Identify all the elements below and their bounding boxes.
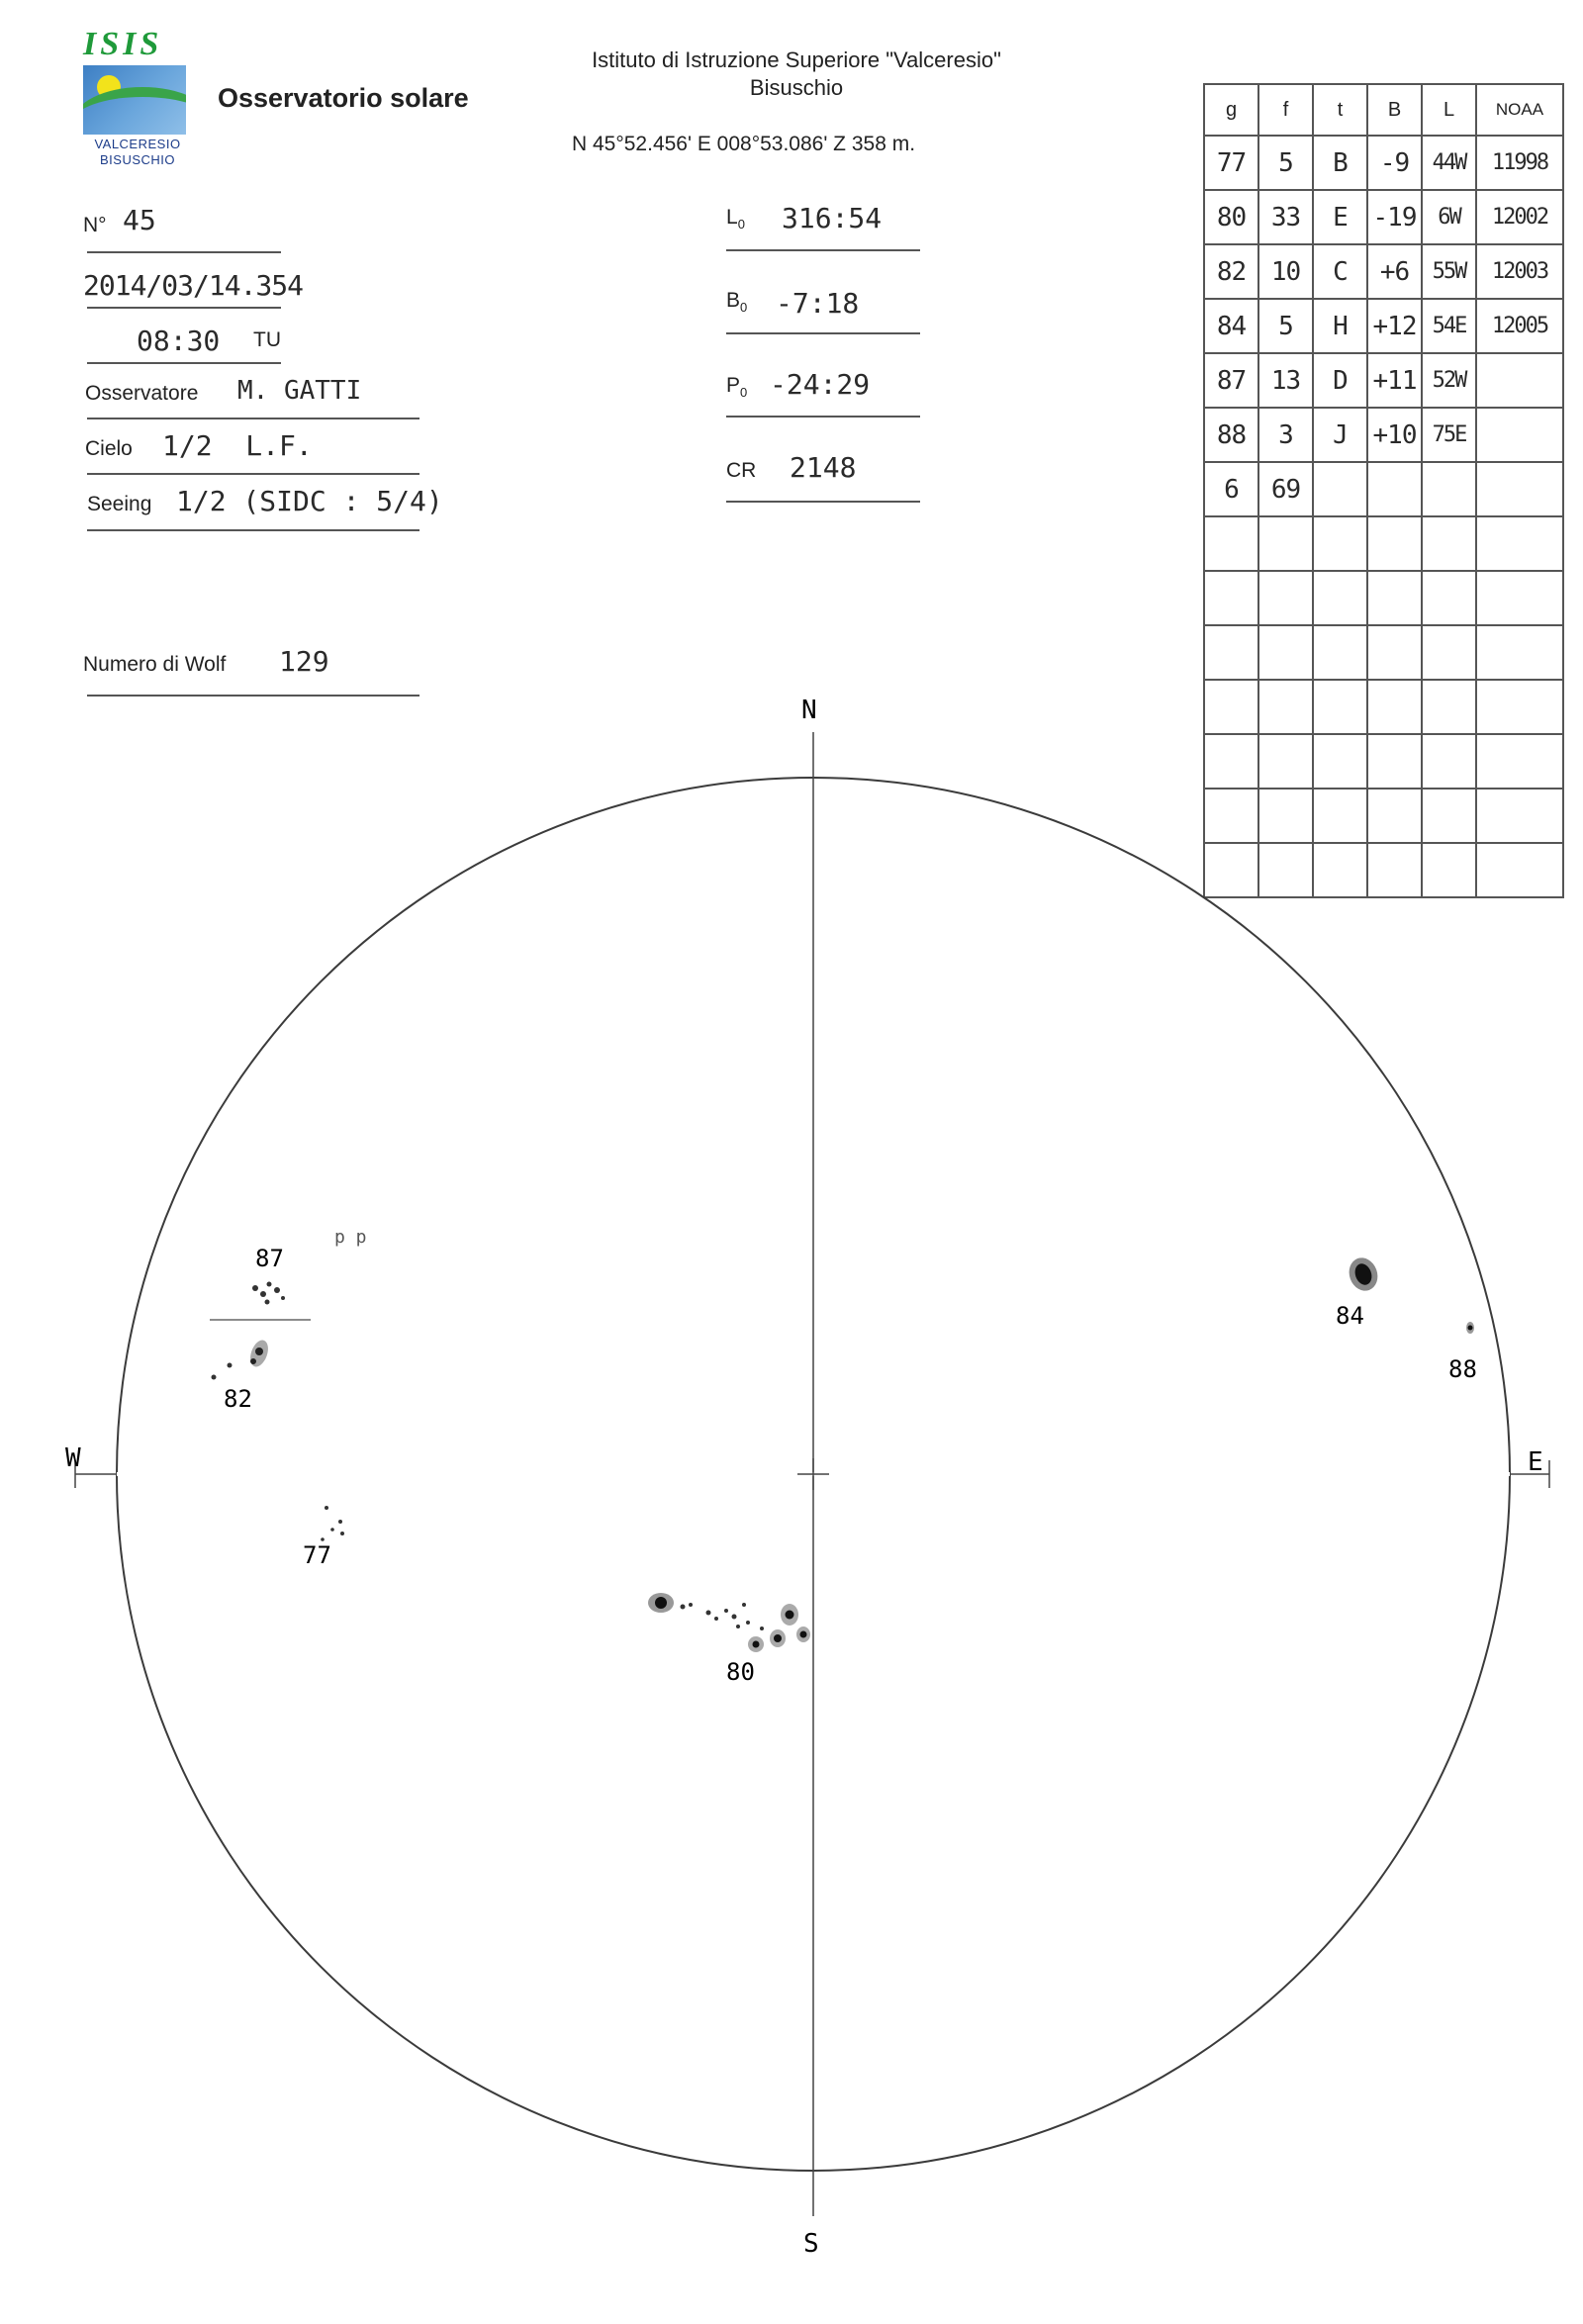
b0-letter: B xyxy=(726,289,741,312)
observatory-title: Osservatorio solare xyxy=(218,83,469,113)
table-cell: 5 xyxy=(1258,136,1313,190)
table-cell: 87 xyxy=(1204,353,1258,408)
group-label-77: 77 xyxy=(303,1541,331,1569)
observer-value: M. GATTI xyxy=(237,376,362,406)
north-label: N xyxy=(801,696,817,725)
table-cell: +12 xyxy=(1367,299,1422,353)
seeing-value: 1/2 (SIDC : 5/4) xyxy=(176,485,443,517)
sky-value: 1/2 L.F. xyxy=(162,429,313,462)
sunspot-group-80 xyxy=(648,1593,810,1652)
column-header-l: L xyxy=(1422,84,1476,136)
sunspot-group-77 xyxy=(321,1506,344,1541)
table-cell: 54E xyxy=(1422,299,1476,353)
group-label-84: 84 xyxy=(1336,1302,1364,1330)
column-header-f: f xyxy=(1258,84,1313,136)
b0-subscript: 0 xyxy=(740,300,748,316)
table-cell: +11 xyxy=(1367,353,1422,408)
group-label-80: 80 xyxy=(726,1658,755,1686)
column-header-t: t xyxy=(1313,84,1367,136)
number-value: 45 xyxy=(123,204,156,236)
table-cell: 77 xyxy=(1204,136,1258,190)
wolf-number-value: 129 xyxy=(279,645,329,678)
observer-label: Osservatore xyxy=(85,382,199,405)
south-label: S xyxy=(803,2229,819,2259)
sunspot-group-87 xyxy=(252,1282,285,1305)
table-cell: 84 xyxy=(1204,299,1258,353)
table-cell: 88 xyxy=(1204,408,1258,462)
table-cell: 11998 xyxy=(1476,136,1563,190)
time-value: 08:30 xyxy=(137,325,221,357)
table-cell: D xyxy=(1313,353,1367,408)
logo-caption-1: VALCERESIO xyxy=(94,137,181,151)
logo-caption-2: BISUSCHIO xyxy=(99,152,175,167)
table-cell: 6W xyxy=(1422,190,1476,244)
institute-town: Bisuschio xyxy=(749,75,844,100)
table-cell: 55W xyxy=(1422,244,1476,299)
l0-letter: L xyxy=(726,206,738,229)
table-cell: +10 xyxy=(1367,408,1422,462)
l0-value: 316:54 xyxy=(782,202,883,234)
table-cell: 5 xyxy=(1258,299,1313,353)
wolf-number-label: Numero di Wolf xyxy=(83,653,227,676)
date-value: 2014/03/14.354 xyxy=(83,269,304,302)
p0-letter: P xyxy=(726,374,741,397)
east-label: E xyxy=(1528,1447,1543,1477)
table-cell: +6 xyxy=(1367,244,1422,299)
table-total-cell: 69 xyxy=(1258,462,1313,516)
seeing-label: Seeing xyxy=(87,493,152,515)
table-cell: 52W xyxy=(1422,353,1476,408)
sky-label: Cielo xyxy=(85,437,133,460)
table-cell: 75E xyxy=(1422,408,1476,462)
table-cell: 12003 xyxy=(1476,244,1563,299)
table-cell: B xyxy=(1313,136,1367,190)
table-cell: J xyxy=(1313,408,1367,462)
table-cell: 13 xyxy=(1258,353,1313,408)
group-label-88: 88 xyxy=(1448,1355,1477,1383)
institute-name: Istituto di Istruzione Superiore "Valceresio" xyxy=(592,47,1001,72)
table-cell: 12005 xyxy=(1476,299,1563,353)
table-cell: 82 xyxy=(1204,244,1258,299)
p0-subscript: 0 xyxy=(740,385,748,401)
p0-value: -24:29 xyxy=(770,368,871,401)
table-cell: 3 xyxy=(1258,408,1313,462)
cr-label: CR xyxy=(726,459,757,482)
b0-value: -7:18 xyxy=(776,287,860,320)
sunspot-group-84 xyxy=(1345,1254,1382,1295)
group-label-82: 82 xyxy=(224,1385,252,1413)
time-unit: TU xyxy=(253,328,281,351)
table-cell: 10 xyxy=(1258,244,1313,299)
observatory-coordinates: N 45°52.456' E 008°53.086' Z 358 m. xyxy=(572,133,916,155)
table-cell: 33 xyxy=(1258,190,1313,244)
column-header-b: B xyxy=(1367,84,1422,136)
number-label: N° xyxy=(83,214,107,236)
logo-brand-text: ISIS xyxy=(83,26,163,62)
table-cell: E xyxy=(1313,190,1367,244)
sunspot-group-88 xyxy=(1466,1322,1474,1334)
column-header-noaa: NOAA xyxy=(1476,84,1563,136)
table-total-cell: 6 xyxy=(1204,462,1258,516)
group-label-87: 87 xyxy=(255,1245,284,1272)
table-cell: 80 xyxy=(1204,190,1258,244)
cr-value: 2148 xyxy=(790,451,857,484)
table-cell: 12002 xyxy=(1476,190,1563,244)
west-label: W xyxy=(65,1443,81,1473)
column-header-g: g xyxy=(1204,84,1258,136)
table-cell: H xyxy=(1313,299,1367,353)
table-cell: 44W xyxy=(1422,136,1476,190)
table-cell: C xyxy=(1313,244,1367,299)
table-cell: -19 xyxy=(1367,190,1422,244)
sunspot-group-82 xyxy=(212,1338,272,1379)
l0-subscript: 0 xyxy=(737,217,745,232)
table-cell: -9 xyxy=(1367,136,1422,190)
penumbra-annotation: p p xyxy=(334,1227,367,1248)
